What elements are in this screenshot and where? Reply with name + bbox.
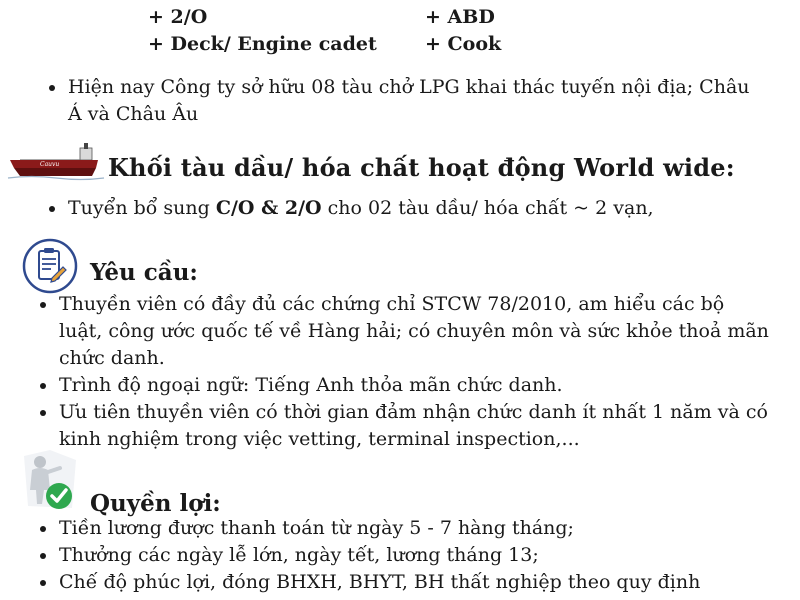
requirements-list bbox=[59, 291, 771, 453]
position-item: + Deck/ Engine cadet bbox=[148, 33, 377, 55]
item-prefix: Tuyển bổ sung bbox=[68, 197, 216, 219]
benefits-list bbox=[59, 515, 771, 596]
list-item: Trình độ ngoại ngữ: Tiếng Anh thỏa mãn chức danh. bbox=[59, 372, 771, 399]
position-item: + 2/O bbox=[148, 6, 208, 28]
tanker-list bbox=[68, 195, 778, 222]
list-item bbox=[68, 195, 778, 222]
item-suffix: cho 02 tàu dầu/ hóa chất ~ 2 vạn, bbox=[321, 197, 654, 219]
item-bold-positions: C/O & 2/O bbox=[215, 197, 322, 219]
tanker-ship-icon bbox=[6, 142, 106, 186]
section-heading-requirements: Yêu cầu: bbox=[90, 259, 198, 286]
list-item: Hiện nay Công ty sở hữu 08 tàu chở LPG khai thác tuyến nội địa; Châu Á và Châu Âu bbox=[68, 74, 768, 128]
position-item: + Cook bbox=[425, 33, 502, 55]
list-item: Tiền lương được thanh toán từ ngày 5 - 7 hàng tháng; bbox=[59, 515, 771, 542]
list-item: Thưởng các ngày lễ lớn, ngày tết, lương tháng 13; bbox=[59, 542, 771, 569]
person-checkmark-icon bbox=[20, 446, 84, 518]
section-heading-benefits: Quyền lợi: bbox=[90, 490, 221, 517]
list-item: Thuyền viên có đầy đủ các chứng chỉ STCW 78/2010, am hiểu các bộ luật, công ước quốc tế về Hàng hải; có chuyên môn và sức khỏe thoả mãn chức danh. bbox=[59, 291, 771, 372]
document-checklist-icon bbox=[22, 238, 78, 294]
list-item: Chế độ phúc lợi, đóng BHXH, BHYT, BH thất nghiệp theo quy định bbox=[59, 569, 771, 596]
position-item: + ABD bbox=[425, 6, 495, 28]
ship-hull-label: Cauvu bbox=[40, 161, 60, 168]
section-heading-tanker: Khối tàu dầu/ hóa chất hoạt động World wide: bbox=[108, 153, 735, 182]
list-item: Ưu tiên thuyền viên có thời gian đảm nhận chức danh ít nhất 1 năm và có kinh nghiệm trong việc vetting, terminal inspection,... bbox=[59, 399, 771, 453]
lpg-fleet-list bbox=[68, 74, 768, 128]
